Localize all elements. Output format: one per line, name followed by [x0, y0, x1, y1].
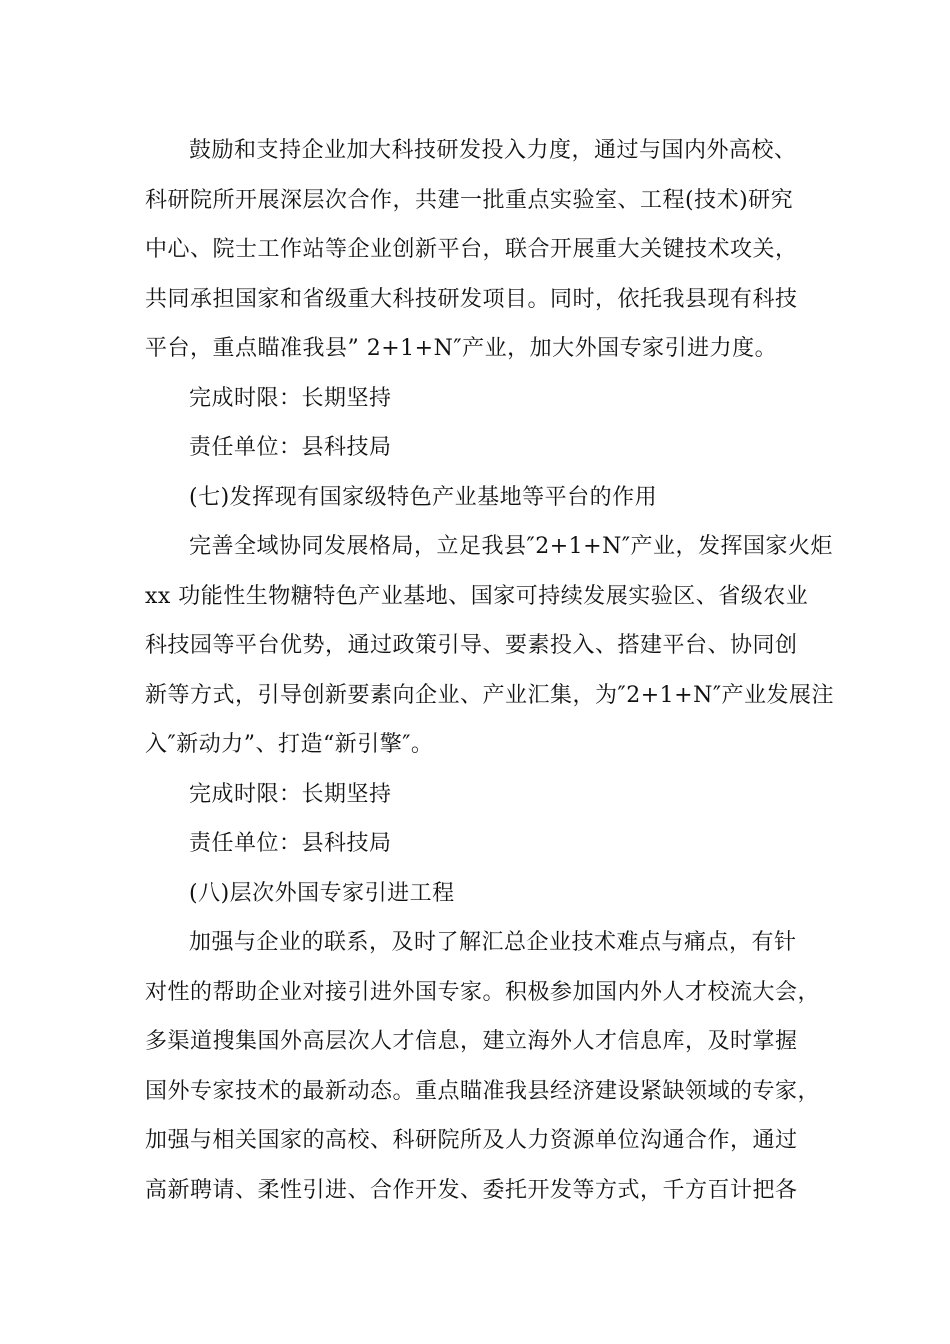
text-line: 高新聘请、柔性引进、合作开发、委托开发等方式，千方百计把各: [145, 1177, 798, 1203]
text-line: 多渠道搜集国外高层次人才信息，建立海外人才信息库，及时掌握: [145, 1029, 798, 1054]
text-line: 加强与企业的联系，及时了解汇总企业技术难点与痛点，有针: [189, 930, 797, 955]
document-body: [145, 126, 835, 1215]
responsible-unit-line: 责任单位：县科技局: [189, 831, 392, 856]
text-line: 新等方式，引导创新要素向企业、产业汇集，为″2+1+N″产业发展注: [145, 682, 835, 708]
text-line: xx 功能性生物糖特色产业基地、国家可持续发展实验区、省级农业: [145, 583, 809, 609]
text-line: 对性的帮助企业对接引进外国专家。积极参加国内外人才校流大会，: [145, 979, 821, 1005]
text-line: 中心、院士工作站等企业创新平台，联合开展重大关键技术攻关，: [145, 237, 798, 262]
section-heading: (七)发挥现有国家级特色产业基地等平台的作用: [189, 484, 658, 510]
text-line: 国外专家技术的最新动态。重点瞄准我县经济建设紧缺领域的专家，: [145, 1078, 821, 1104]
responsible-unit-line: 责任单位：县科技局: [189, 435, 392, 460]
deadline-line: 完成时限：长期坚持: [189, 385, 392, 411]
text-line: 科技园等平台优势，通过政策引导、要素投入、搭建平台、协同创: [145, 633, 798, 658]
text-line: 加强与相关国家的高校、科研院所及人力资源单位沟通合作，通过: [145, 1128, 798, 1153]
deadline-line: 完成时限：长期坚持: [189, 781, 392, 807]
text-line: 科研院所开展深层次合作，共建一批重点实验室、工程(技术)研究: [145, 187, 794, 213]
text-line: 完善全域协同发展格局，立足我县″2+1+N″产业，发挥国家火炬: [189, 534, 834, 559]
section-heading: (八)层次外国专家引进工程: [189, 880, 455, 906]
text-line: 共同承担国家和省级重大科技研发项目。同时，依托我县现有科技: [145, 286, 798, 312]
text-line: 平台，重点瞄准我县” 2+1+N″产业，加大外国专家引进力度。: [145, 336, 778, 361]
text-line: 入″新动力”、打造“新引擎″。: [145, 732, 434, 757]
text-line: 鼓励和支持企业加大科技研发投入力度，通过与国内外高校、: [189, 138, 797, 163]
